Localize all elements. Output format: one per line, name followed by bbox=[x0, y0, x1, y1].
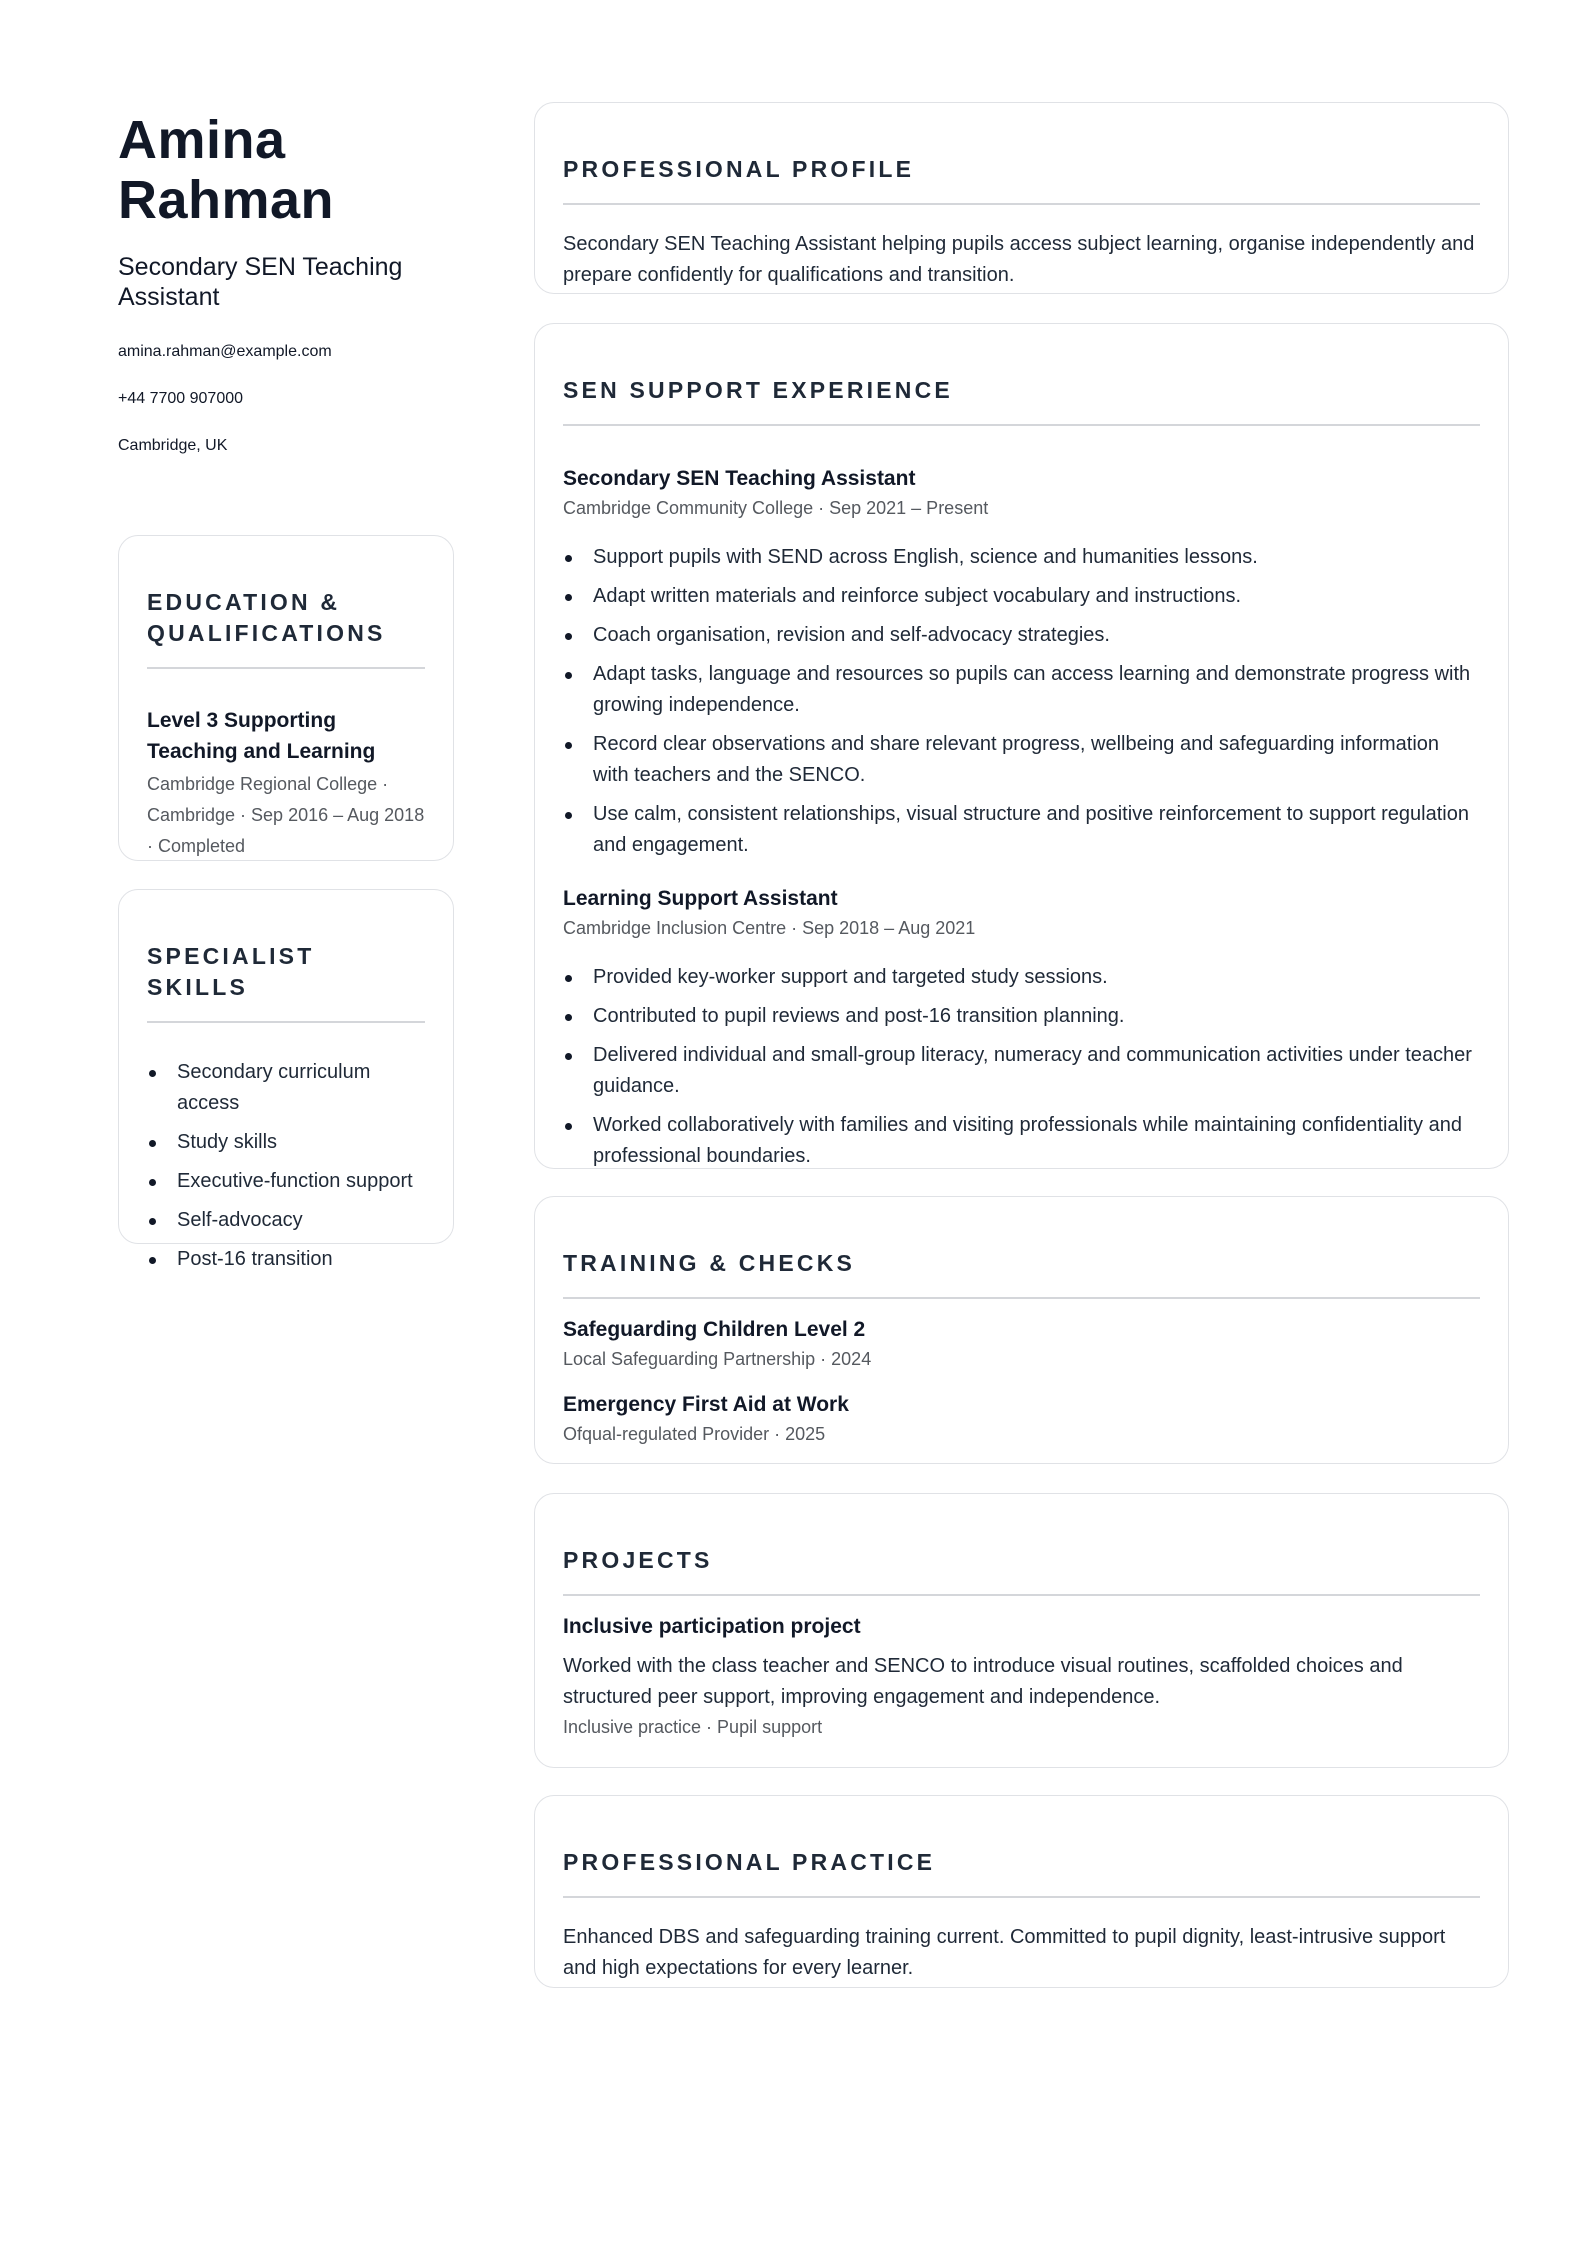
divider bbox=[563, 1594, 1480, 1596]
list-item: Post-16 transition bbox=[147, 1244, 425, 1275]
project-meta: Inclusive practice · Pupil support bbox=[563, 1717, 823, 1737]
contact-location: Cambridge, UK bbox=[118, 437, 228, 454]
experience-title: SEN SUPPORT EXPERIENCE bbox=[563, 377, 953, 403]
list-item: Coach organisation, revision and self-advocacy strategies. bbox=[563, 620, 1480, 651]
education-item-meta: Cambridge Regional College · Cambridge · Sep 2016 – Aug 2018 · Completed bbox=[147, 774, 425, 856]
job-bullets bbox=[563, 962, 1480, 1172]
candidate-name: Amina Rahman bbox=[118, 110, 335, 230]
training-item-meta: Local Safeguarding Partnership · 2024 bbox=[563, 1349, 872, 1369]
job-title: Secondary SEN Teaching Assistant bbox=[563, 467, 916, 490]
training-item-meta: Ofqual-regulated Provider · 2025 bbox=[563, 1424, 826, 1444]
list-item: Delivered individual and small-group literacy, numeracy and communication activities under teacher guidance. bbox=[563, 1040, 1480, 1102]
project-title: Inclusive participation project bbox=[563, 1615, 861, 1638]
divider bbox=[147, 667, 425, 669]
list-item: Executive-function support bbox=[147, 1166, 425, 1197]
contact-phone[interactable]: +44 7700 907000 bbox=[118, 390, 244, 407]
skills-list bbox=[147, 1057, 425, 1275]
education-card bbox=[118, 535, 454, 861]
projects-title: PROJECTS bbox=[563, 1547, 713, 1573]
divider bbox=[563, 1297, 1480, 1299]
list-item: Support pupils with SEND across English, science and humanities lessons. bbox=[563, 542, 1480, 573]
practice-card bbox=[534, 1795, 1509, 1988]
list-item: Self-advocacy bbox=[147, 1205, 425, 1236]
training-title: TRAINING & CHECKS bbox=[563, 1250, 856, 1276]
profile-text: Secondary SEN Teaching Assistant helping pupils access subject learning, organise independently and prepare confidently for qualifications and transition. bbox=[563, 233, 1475, 286]
training-item-title: Safeguarding Children Level 2 bbox=[563, 1318, 866, 1341]
job-meta: Cambridge Community College · Sep 2021 – Present bbox=[563, 498, 989, 518]
skills-title: SPECIALIST SKILLS bbox=[147, 943, 315, 1000]
list-item: Adapt tasks, language and resources so pupils can access learning and demonstrate progress with growing independence. bbox=[563, 659, 1480, 721]
sidebar bbox=[118, 110, 452, 484]
profile-title: PROFESSIONAL PROFILE bbox=[563, 156, 915, 182]
list-item: Provided key-worker support and targeted study sessions. bbox=[563, 962, 1480, 993]
training-card bbox=[534, 1196, 1509, 1464]
project-text: Worked with the class teacher and SENCO to introduce visual routines, scaffolded choices and structured peer support, improving engagement and independence. bbox=[563, 1655, 1403, 1708]
projects-card bbox=[534, 1493, 1509, 1768]
list-item: Worked collaboratively with families and visiting professionals while maintaining confidentiality and professional boundaries. bbox=[563, 1110, 1480, 1172]
divider bbox=[563, 424, 1480, 426]
list-item: Secondary curriculum access bbox=[147, 1057, 425, 1119]
divider bbox=[563, 203, 1480, 205]
education-title: EDUCATION & QUALIFICATIONS bbox=[147, 589, 386, 646]
practice-text: Enhanced DBS and safeguarding training current. Committed to pupil dignity, least-intrusive support and high expectations for every learner. bbox=[563, 1926, 1446, 1979]
job-bullets bbox=[563, 542, 1480, 861]
list-item: Study skills bbox=[147, 1127, 425, 1158]
list-item: Use calm, consistent relationships, visual structure and positive reinforcement to support regulation and engagement. bbox=[563, 799, 1480, 861]
list-item: Contributed to pupil reviews and post-16 transition planning. bbox=[563, 1001, 1480, 1032]
education-item-title: Level 3 Supporting Teaching and Learning bbox=[147, 709, 376, 763]
job-meta: Cambridge Inclusion Centre · Sep 2018 – Aug 2021 bbox=[563, 918, 976, 938]
list-item: Record clear observations and share relevant progress, wellbeing and safeguarding information with teachers and the SENCO. bbox=[563, 729, 1480, 791]
divider bbox=[147, 1021, 425, 1023]
job-title: Learning Support Assistant bbox=[563, 887, 838, 910]
experience-card bbox=[534, 323, 1509, 1169]
contact-block bbox=[118, 343, 452, 484]
training-item-title: Emergency First Aid at Work bbox=[563, 1393, 849, 1416]
skills-card bbox=[118, 889, 454, 1270]
list-item: Adapt written materials and reinforce subject vocabulary and instructions. bbox=[563, 581, 1480, 612]
contact-email[interactable]: amina.rahman@example.com bbox=[118, 343, 332, 360]
profile-card bbox=[534, 102, 1509, 294]
divider bbox=[563, 1896, 1480, 1898]
practice-title: PROFESSIONAL PRACTICE bbox=[563, 1849, 936, 1875]
candidate-role: Secondary SEN Teaching Assistant bbox=[118, 253, 403, 311]
